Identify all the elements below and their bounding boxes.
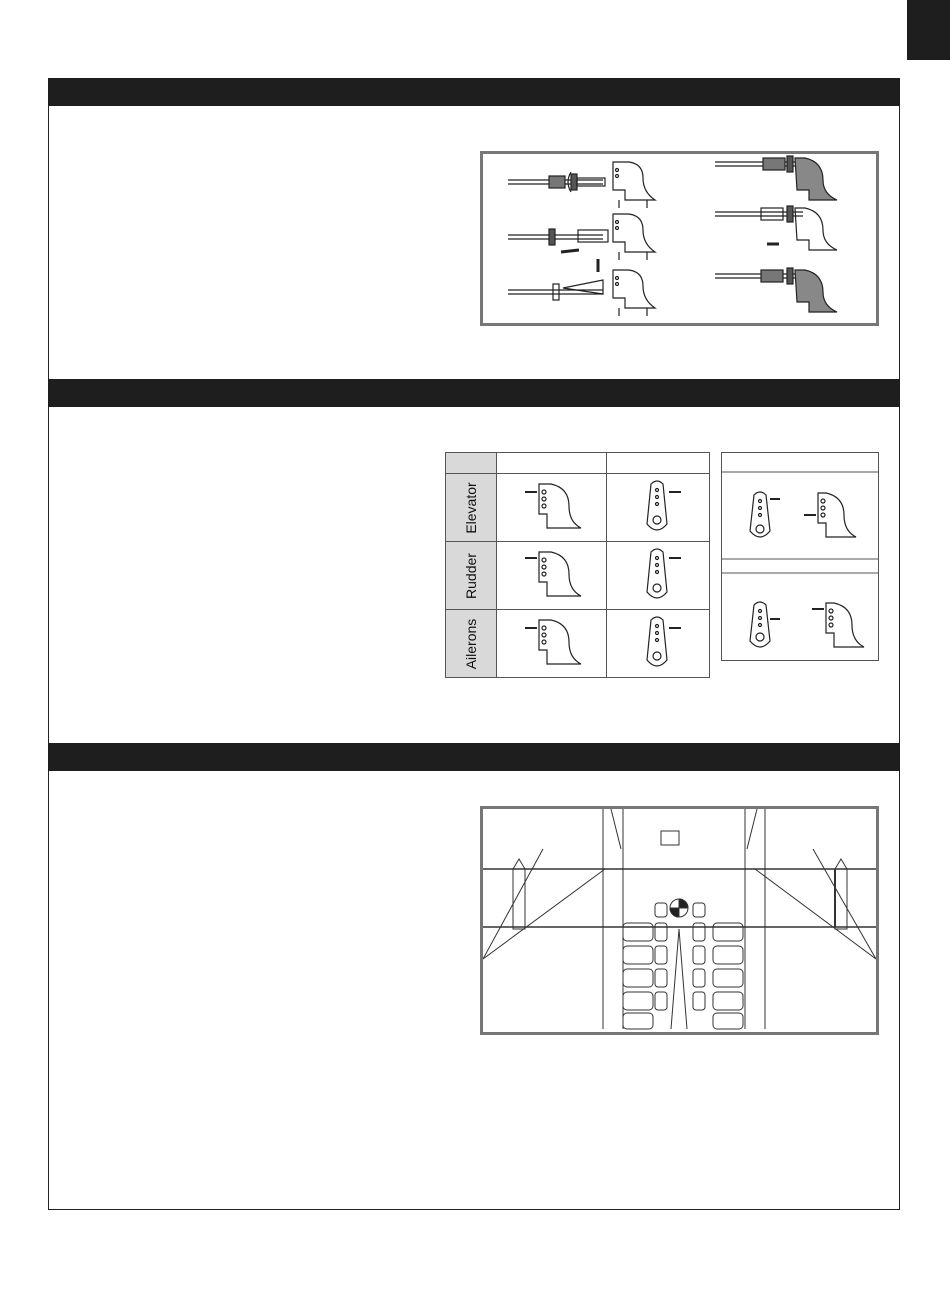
elevator-servo-cell — [607, 474, 710, 542]
wing-alignment-figure — [480, 806, 879, 1035]
rudder-horn-cell — [497, 542, 607, 610]
section-bar-wing-alignment — [48, 743, 900, 771]
clevis-installation-figure — [480, 151, 879, 326]
row-label-rudder: Rudder — [446, 542, 497, 610]
elevator-horn-cell — [497, 474, 607, 542]
row-label-elevator: Elevator — [446, 474, 497, 542]
control-horn-icon — [497, 474, 606, 536]
section-bar-control-horns — [48, 379, 900, 407]
ailerons-servo-cell — [607, 610, 710, 678]
table-header-servo — [607, 453, 710, 474]
servo-arm-icon — [607, 610, 709, 672]
table-header-horn — [497, 453, 607, 474]
section-bar-clevis — [48, 78, 900, 106]
control-horn-icon — [497, 542, 606, 604]
ailerons-horn-cell — [497, 610, 607, 678]
servo-arm-icon — [607, 474, 709, 536]
horn-position-box — [721, 452, 879, 661]
control-horn-table — [445, 452, 710, 678]
page-corner-tab — [907, 0, 950, 60]
rudder-servo-cell — [607, 542, 710, 610]
servo-arm-icon — [607, 542, 709, 604]
control-horn-icon — [497, 610, 606, 672]
table-header-corner — [446, 453, 497, 474]
row-label-ailerons: Ailerons — [446, 610, 497, 678]
